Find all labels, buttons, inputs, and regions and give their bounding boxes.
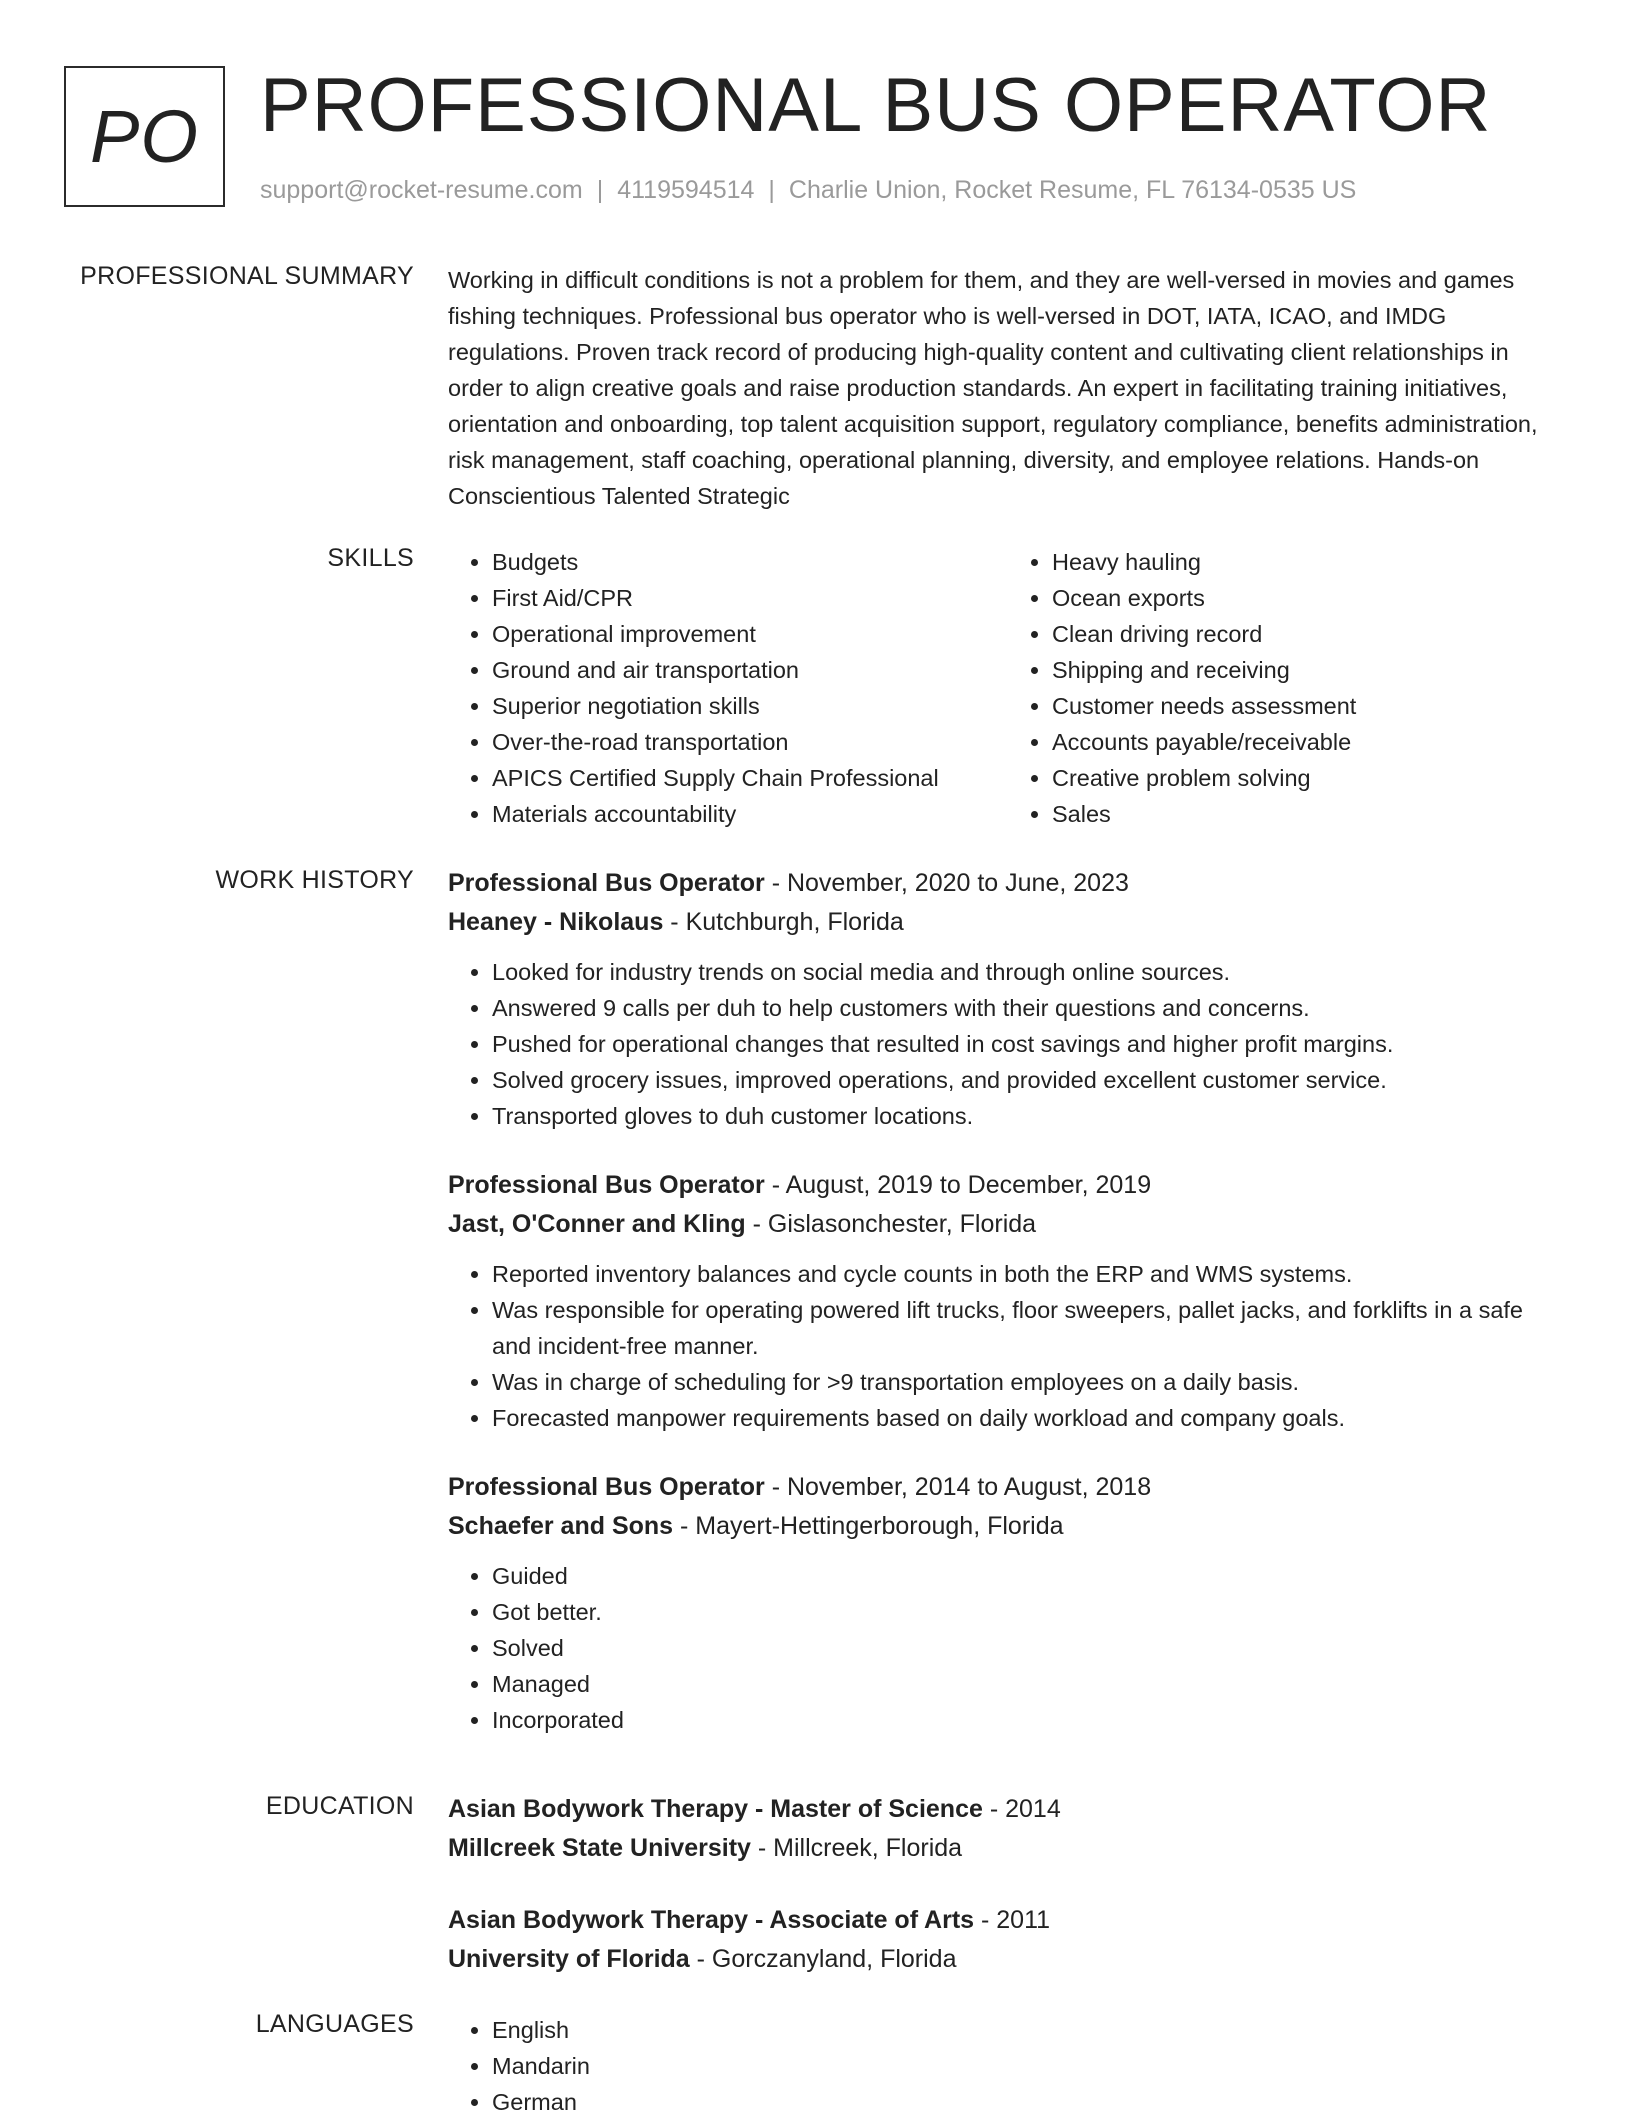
work-history-body	[448, 864, 1568, 1770]
skill-item: • Ground and air transportation	[492, 652, 1008, 688]
skill-item: • Creative problem solving	[1052, 760, 1568, 796]
education-location: - Millcreek, Florida	[750, 1834, 963, 1862]
job-company-line	[448, 1507, 1568, 1546]
job-bullet: • Got better.	[492, 1594, 1568, 1630]
skill-item: • Budgets	[492, 544, 1008, 580]
skill-item: • Customer needs assessment	[1052, 688, 1568, 724]
job-location: - Gislasonchester, Florida	[745, 1210, 1037, 1238]
education-year: - 2014	[982, 1795, 1061, 1823]
languages-list	[448, 2012, 1568, 2120]
language-item: • German	[492, 2084, 1568, 2120]
language-item: • English	[492, 2012, 1568, 2048]
education-degree: Asian Bodywork Therapy - Associate of Arts	[448, 1906, 975, 1934]
job-bullet: • Reported inventory balances and cycle counts in both the ERP and WMS systems.	[492, 1256, 1568, 1292]
job-bullet: • Answered 9 calls per duh to help customers with their questions and concerns.	[492, 990, 1568, 1026]
skill-item: • Clean driving record	[1052, 616, 1568, 652]
job-entry	[448, 1468, 1568, 1738]
education-school-line	[448, 1829, 1568, 1868]
job-bullet: • Incorporated	[492, 1702, 1568, 1738]
section-title-languages: LANGUAGES	[255, 2010, 414, 2038]
education-entry	[448, 1790, 1568, 1868]
skill-item: • Operational improvement	[492, 616, 1008, 652]
job-company-line	[448, 1205, 1568, 1244]
skill-item: • First Aid/CPR	[492, 580, 1008, 616]
contact-phone[interactable]: 4119594514	[617, 176, 755, 204]
skill-item: • Superior negotiation skills	[492, 688, 1008, 724]
job-bullet: • Managed	[492, 1666, 1568, 1702]
job-role: Professional Bus Operator	[448, 1171, 765, 1199]
job-title-line	[448, 1166, 1568, 1205]
section-title-summary: PROFESSIONAL SUMMARY	[80, 262, 414, 290]
contact-line	[260, 176, 1356, 205]
job-bullets	[448, 1256, 1568, 1436]
skill-item: • Materials accountability	[492, 796, 1008, 832]
education-location: - Gorczanyland, Florida	[689, 1945, 957, 1973]
job-company: Schaefer and Sons	[448, 1512, 674, 1540]
section-title-skills: SKILLS	[327, 544, 414, 572]
job-location: - Mayert-Hettingerborough, Florida	[673, 1512, 1064, 1540]
job-role: Professional Bus Operator	[448, 869, 765, 897]
job-entry	[448, 864, 1568, 1134]
skill-item: • Ocean exports	[1052, 580, 1568, 616]
summary-body	[448, 262, 1568, 514]
education-degree-line	[448, 1790, 1568, 1829]
education-entry	[448, 1901, 1568, 1979]
job-company: Jast, O'Conner and Kling	[448, 1210, 746, 1238]
contact-separator: |	[596, 176, 604, 204]
section-title-work: WORK HISTORY	[215, 866, 414, 894]
job-dates: - November, 2014 to August, 2018	[764, 1473, 1152, 1501]
contact-email[interactable]: support@rocket-resume.com	[260, 176, 583, 204]
education-degree-line	[448, 1901, 1568, 1940]
job-bullet: • Was in charge of scheduling for >9 transportation employees on a daily basis.	[492, 1364, 1568, 1400]
language-item: • Mandarin	[492, 2048, 1568, 2084]
candidate-name: PROFESSIONAL BUS OPERATOR	[260, 63, 1492, 148]
initials-monogram: PO	[64, 66, 225, 207]
education-body	[448, 1790, 1568, 2012]
skill-item: • Accounts payable/receivable	[1052, 724, 1568, 760]
job-bullet: • Forecasted manpower requirements based on daily workload and company goals.	[492, 1400, 1568, 1436]
contact-separator: |	[768, 176, 775, 204]
education-school: University of Florida	[448, 1945, 690, 1973]
languages-body	[448, 2012, 1568, 2120]
job-role: Professional Bus Operator	[448, 1473, 765, 1501]
skill-item: • Sales	[1052, 796, 1568, 832]
contact-address: Charlie Union, Rocket Resume, FL 76134-0535 US	[788, 176, 1357, 204]
job-entry	[448, 1166, 1568, 1436]
education-year: - 2011	[974, 1906, 1051, 1934]
job-bullet: • Pushed for operational changes that resulted in cost savings and higher profit margins.	[492, 1026, 1568, 1062]
resume-header	[64, 63, 1564, 216]
job-bullet: • Solved	[492, 1630, 1568, 1666]
section-title-education: EDUCATION	[265, 1792, 414, 1820]
skills-list-right	[1008, 544, 1568, 832]
education-school-line	[448, 1940, 1568, 1979]
education-school: Millcreek State University	[448, 1834, 751, 1862]
job-location: - Kutchburgh, Florida	[663, 908, 904, 936]
job-title-line	[448, 864, 1568, 903]
job-dates: - August, 2019 to December, 2019	[764, 1171, 1152, 1199]
job-company-line	[448, 903, 1568, 942]
skill-item: • Heavy hauling	[1052, 544, 1568, 580]
job-company: Heaney - Nikolaus	[448, 908, 664, 936]
job-bullet: • Guided	[492, 1558, 1568, 1594]
job-bullet: • Was responsible for operating powered lift trucks, floor sweepers, pallet jacks, and forklifts in a safe and incident-free manner.	[492, 1292, 1568, 1364]
job-bullet: • Transported gloves to duh customer locations.	[492, 1098, 1568, 1134]
skill-item: • APICS Certified Supply Chain Professional	[492, 760, 1008, 796]
education-degree: Asian Bodywork Therapy - Master of Science	[448, 1795, 983, 1823]
skill-item: • Shipping and receiving	[1052, 652, 1568, 688]
job-title-line	[448, 1468, 1568, 1507]
job-bullet: • Solved grocery issues, improved operations, and provided excellent customer service.	[492, 1062, 1568, 1098]
skill-item: • Over-the-road transportation	[492, 724, 1008, 760]
job-bullets	[448, 1558, 1568, 1738]
skills-columns	[448, 544, 1568, 832]
job-bullet: • Looked for industry trends on social media and through online sources.	[492, 954, 1568, 990]
job-bullets	[448, 954, 1568, 1134]
summary-text: Working in difficult conditions is not a problem for them, and they are well-versed in movies and games fishing techniques. Professional bus operator who is well-versed in DOT, IATA, ICAO, and IMDG regulations. Proven track record of producing high-quality content and cultivating client relationships in order to align creative goals and raise production standards. An expert in facilitating training initiatives, orientation and onboarding, top talent acquisition support, regulatory compliance, benefits administration, risk management, staff coaching, operational planning, diversity, and employee relations. Hands-on Conscientious Talented Strategic	[448, 267, 1538, 509]
job-dates: - November, 2020 to June, 2023	[764, 869, 1129, 897]
skills-list-left	[448, 544, 1008, 832]
